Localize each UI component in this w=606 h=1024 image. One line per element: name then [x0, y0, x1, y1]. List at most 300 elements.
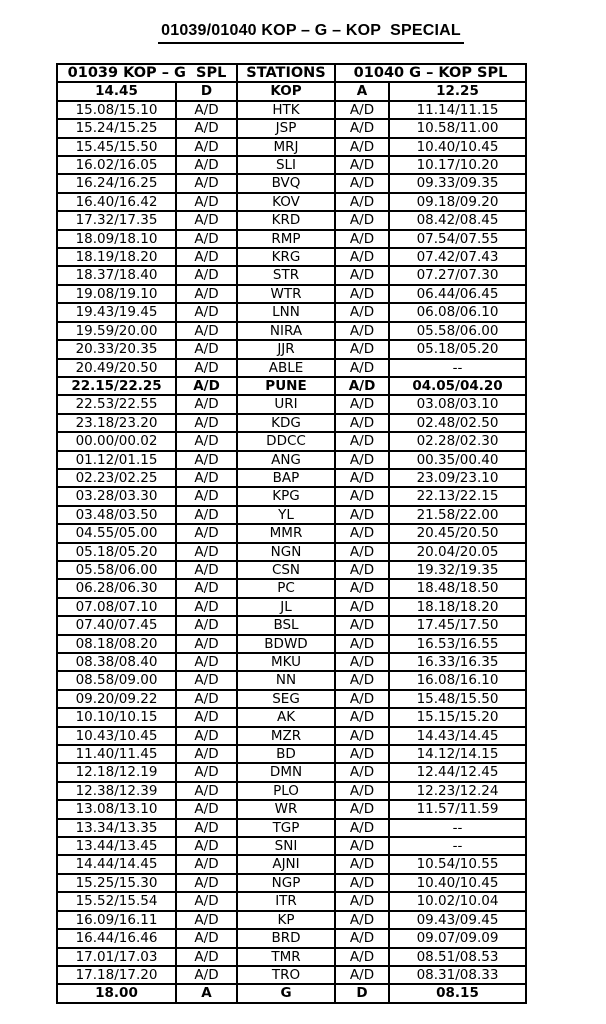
station-row	[57, 138, 526, 156]
time-up-cell: 02.28/02.30	[389, 432, 526, 450]
station-row	[57, 782, 526, 800]
station-code-cell: BVQ	[237, 174, 335, 192]
ad-down-cell: A/D	[176, 193, 237, 211]
station-code-cell: JL	[237, 598, 335, 616]
time-down-cell: 16.44/16.46	[57, 929, 176, 947]
station-row	[57, 119, 526, 137]
time-up-cell: 11.14/11.15	[389, 101, 526, 119]
time-up-cell: 16.33/16.35	[389, 653, 526, 671]
time-up-cell: 12.44/12.45	[389, 763, 526, 781]
time-up-cell: 10.02/10.04	[389, 892, 526, 910]
station-code-cell: BRD	[237, 929, 335, 947]
ad-down-cell: A/D	[176, 138, 237, 156]
ad-up-cell: A/D	[335, 892, 389, 910]
time-up-cell: 16.08/16.10	[389, 671, 526, 689]
time-down-cell: 20.33/20.35	[57, 340, 176, 358]
station-code-cell: JSP	[237, 119, 335, 137]
time-up-cell: 08.31/08.33	[389, 966, 526, 984]
ad-down-cell: A/D	[176, 690, 237, 708]
ad-down-cell: A/D	[176, 395, 237, 413]
station-row	[57, 966, 526, 984]
ad-up-cell: A/D	[335, 598, 389, 616]
station-row	[57, 248, 526, 266]
time-up-cell: 03.08/03.10	[389, 395, 526, 413]
up-train-header: 01040 G – KOP SPL	[335, 64, 526, 82]
station-code-cell: KOV	[237, 193, 335, 211]
time-up-cell: 02.48/02.50	[389, 414, 526, 432]
station-code-cell: TMR	[237, 948, 335, 966]
time-down-cell: 05.58/06.00	[57, 561, 176, 579]
time-down-cell: 11.40/11.45	[57, 745, 176, 763]
station-code-cell: BD	[237, 745, 335, 763]
station-row	[57, 561, 526, 579]
ad-up-cell: A/D	[335, 763, 389, 781]
terminus-dep-label: D	[335, 984, 389, 1002]
time-down-cell: 18.09/18.10	[57, 230, 176, 248]
ad-down-cell: A/D	[176, 598, 237, 616]
station-code-cell: ANG	[237, 451, 335, 469]
station-row	[57, 359, 526, 377]
station-code-cell: MZR	[237, 727, 335, 745]
ad-down-cell: A/D	[176, 837, 237, 855]
station-row	[57, 598, 526, 616]
station-row	[57, 451, 526, 469]
time-down-cell: 16.40/16.42	[57, 193, 176, 211]
time-up-cell: 00.35/00.40	[389, 451, 526, 469]
station-code-cell: KDG	[237, 414, 335, 432]
ad-up-cell: A/D	[335, 174, 389, 192]
time-down-cell: 04.55/05.00	[57, 524, 176, 542]
station-row	[57, 266, 526, 284]
ad-up-cell: A/D	[335, 690, 389, 708]
ad-up-cell: A/D	[335, 138, 389, 156]
station-code-cell: SNI	[237, 837, 335, 855]
time-down-cell: 16.24/16.25	[57, 174, 176, 192]
station-row	[57, 837, 526, 855]
station-row	[57, 524, 526, 542]
ad-up-cell: A/D	[335, 635, 389, 653]
ad-up-cell: A/D	[335, 193, 389, 211]
ad-up-cell: A/D	[335, 727, 389, 745]
station-row	[57, 616, 526, 634]
ad-down-cell: A/D	[176, 727, 237, 745]
time-up-cell: 07.27/07.30	[389, 266, 526, 284]
station-row	[57, 653, 526, 671]
ad-down-cell: A/D	[176, 543, 237, 561]
terminus-time-down: 18.00	[57, 984, 176, 1002]
station-code-cell: ITR	[237, 892, 335, 910]
ad-down-cell: A/D	[176, 616, 237, 634]
ad-down-cell: A/D	[176, 377, 237, 395]
ad-down-cell: A/D	[176, 156, 237, 174]
ad-down-cell: A/D	[176, 303, 237, 321]
station-row	[57, 671, 526, 689]
ad-up-cell: A/D	[335, 101, 389, 119]
ad-down-cell: A/D	[176, 800, 237, 818]
time-down-cell: 13.44/13.45	[57, 837, 176, 855]
station-row	[57, 230, 526, 248]
time-down-cell: 09.20/09.22	[57, 690, 176, 708]
station-row	[57, 745, 526, 763]
time-up-cell: 09.18/09.20	[389, 193, 526, 211]
time-up-cell: 10.17/10.20	[389, 156, 526, 174]
time-up-cell: 14.43/14.45	[389, 727, 526, 745]
ad-up-cell: A/D	[335, 414, 389, 432]
ad-up-cell: A/D	[335, 579, 389, 597]
terminus-arr-label: A	[176, 984, 237, 1002]
time-up-cell: 17.45/17.50	[389, 616, 526, 634]
time-up-cell: 15.48/15.50	[389, 690, 526, 708]
ad-down-cell: A/D	[176, 487, 237, 505]
down-train-header: 01039 KOP – G SPL	[57, 64, 237, 82]
ad-up-cell: A/D	[335, 340, 389, 358]
page-title-text: 01039/01040 KOP – G – KOP SPECIAL	[158, 22, 464, 44]
ad-up-cell: A/D	[335, 543, 389, 561]
station-code-cell: DMN	[237, 763, 335, 781]
station-row	[57, 156, 526, 174]
station-code-cell: KP	[237, 911, 335, 929]
station-code-cell: BSL	[237, 616, 335, 634]
ad-up-cell: A/D	[335, 303, 389, 321]
time-down-cell: 05.18/05.20	[57, 543, 176, 561]
ad-down-cell: A/D	[176, 653, 237, 671]
time-up-cell: 16.53/16.55	[389, 635, 526, 653]
station-row	[57, 708, 526, 726]
ad-up-cell: A/D	[335, 837, 389, 855]
ad-down-cell: A/D	[176, 230, 237, 248]
time-down-cell: 10.10/10.15	[57, 708, 176, 726]
ad-down-cell: A/D	[176, 966, 237, 984]
ad-down-cell: A/D	[176, 819, 237, 837]
origin-dep-label: D	[176, 82, 237, 100]
time-down-cell: 19.59/20.00	[57, 322, 176, 340]
ad-down-cell: A/D	[176, 579, 237, 597]
station-row	[57, 101, 526, 119]
time-down-cell: 18.37/18.40	[57, 266, 176, 284]
station-code-cell: SLI	[237, 156, 335, 174]
time-up-cell: 10.58/11.00	[389, 119, 526, 137]
station-row	[57, 395, 526, 413]
time-up-cell: 19.32/19.35	[389, 561, 526, 579]
time-down-cell: 15.52/15.54	[57, 892, 176, 910]
time-up-cell: 20.45/20.50	[389, 524, 526, 542]
ad-up-cell: A/D	[335, 285, 389, 303]
time-down-cell: 13.34/13.35	[57, 819, 176, 837]
time-down-cell: 01.12/01.15	[57, 451, 176, 469]
ad-down-cell: A/D	[176, 322, 237, 340]
ad-up-cell: A/D	[335, 745, 389, 763]
station-row	[57, 211, 526, 229]
ad-down-cell: A/D	[176, 359, 237, 377]
ad-down-cell: A/D	[176, 671, 237, 689]
time-down-cell: 22.15/22.25	[57, 377, 176, 395]
station-code-cell: WR	[237, 800, 335, 818]
ad-down-cell: A/D	[176, 211, 237, 229]
ad-down-cell: A/D	[176, 745, 237, 763]
station-code-cell: PC	[237, 579, 335, 597]
station-row	[57, 414, 526, 432]
station-code-cell: CSN	[237, 561, 335, 579]
station-row	[57, 506, 526, 524]
ad-down-cell: A/D	[176, 414, 237, 432]
time-up-cell: 10.40/10.45	[389, 138, 526, 156]
ad-up-cell: A/D	[335, 487, 389, 505]
ad-up-cell: A/D	[335, 948, 389, 966]
station-row	[57, 948, 526, 966]
time-down-cell: 17.01/17.03	[57, 948, 176, 966]
stations-header: STATIONS	[237, 64, 335, 82]
ad-up-cell: A/D	[335, 248, 389, 266]
time-up-cell: 07.54/07.55	[389, 230, 526, 248]
station-code-cell: LNN	[237, 303, 335, 321]
time-down-cell: 12.38/12.39	[57, 782, 176, 800]
station-code-cell: MKU	[237, 653, 335, 671]
station-row	[57, 487, 526, 505]
station-row	[57, 874, 526, 892]
ad-down-cell: A/D	[176, 340, 237, 358]
ad-up-cell: A/D	[335, 359, 389, 377]
ad-down-cell: A/D	[176, 948, 237, 966]
time-down-cell: 15.08/15.10	[57, 101, 176, 119]
time-up-cell: 12.23/12.24	[389, 782, 526, 800]
station-code-cell: ABLE	[237, 359, 335, 377]
time-up-cell: 11.57/11.59	[389, 800, 526, 818]
time-up-cell: 05.18/05.20	[389, 340, 526, 358]
station-code-cell: PLO	[237, 782, 335, 800]
time-up-cell: 08.42/08.45	[389, 211, 526, 229]
station-row	[57, 690, 526, 708]
station-code-cell: MMR	[237, 524, 335, 542]
ad-up-cell: A/D	[335, 524, 389, 542]
ad-up-cell: A/D	[335, 653, 389, 671]
station-row	[57, 911, 526, 929]
ad-down-cell: A/D	[176, 248, 237, 266]
station-row	[57, 635, 526, 653]
station-code-cell: NGP	[237, 874, 335, 892]
time-down-cell: 18.19/18.20	[57, 248, 176, 266]
time-down-cell: 07.08/07.10	[57, 598, 176, 616]
ad-down-cell: A/D	[176, 782, 237, 800]
ad-down-cell: A/D	[176, 855, 237, 873]
station-row	[57, 340, 526, 358]
time-down-cell: 15.25/15.30	[57, 874, 176, 892]
ad-up-cell: A/D	[335, 395, 389, 413]
terminus-time-up: 08.15	[389, 984, 526, 1002]
time-down-cell: 08.58/09.00	[57, 671, 176, 689]
time-down-cell: 08.18/08.20	[57, 635, 176, 653]
station-code-cell: STR	[237, 266, 335, 284]
station-row	[57, 193, 526, 211]
time-down-cell: 16.09/16.11	[57, 911, 176, 929]
ad-up-cell: A/D	[335, 506, 389, 524]
ad-down-cell: A/D	[176, 911, 237, 929]
ad-up-cell: A/D	[335, 561, 389, 579]
station-row	[57, 174, 526, 192]
ad-down-cell: A/D	[176, 469, 237, 487]
origin-time-up: 12.25	[389, 82, 526, 100]
time-up-cell: 06.08/06.10	[389, 303, 526, 321]
time-down-cell: 15.24/15.25	[57, 119, 176, 137]
time-down-cell: 14.44/14.45	[57, 855, 176, 873]
time-up-cell: 07.42/07.43	[389, 248, 526, 266]
page-title	[0, 20, 606, 44]
station-code-cell: NN	[237, 671, 335, 689]
terminus-station-code: G	[237, 984, 335, 1002]
time-up-cell: 09.43/09.45	[389, 911, 526, 929]
time-up-cell: 10.40/10.45	[389, 874, 526, 892]
time-up-cell: --	[389, 837, 526, 855]
time-down-cell: 03.28/03.30	[57, 487, 176, 505]
ad-down-cell: A/D	[176, 929, 237, 947]
ad-up-cell: A/D	[335, 156, 389, 174]
ad-up-cell: A/D	[335, 671, 389, 689]
time-down-cell: 22.53/22.55	[57, 395, 176, 413]
time-up-cell: 21.58/22.00	[389, 506, 526, 524]
station-row	[57, 579, 526, 597]
station-row	[57, 432, 526, 450]
ad-up-cell: A/D	[335, 874, 389, 892]
station-code-cell: URI	[237, 395, 335, 413]
ad-up-cell: A/D	[335, 469, 389, 487]
station-code-cell: AK	[237, 708, 335, 726]
time-down-cell: 17.18/17.20	[57, 966, 176, 984]
station-code-cell: DDCC	[237, 432, 335, 450]
time-down-cell: 03.48/03.50	[57, 506, 176, 524]
station-code-cell: JJR	[237, 340, 335, 358]
time-up-cell: 14.12/14.15	[389, 745, 526, 763]
origin-time-down: 14.45	[57, 82, 176, 100]
station-code-cell: KRD	[237, 211, 335, 229]
station-code-cell: SEG	[237, 690, 335, 708]
time-up-cell: 09.33/09.35	[389, 174, 526, 192]
ad-down-cell: A/D	[176, 451, 237, 469]
ad-up-cell: A/D	[335, 708, 389, 726]
train-header-row	[57, 64, 526, 82]
station-row	[57, 727, 526, 745]
ad-up-cell: A/D	[335, 451, 389, 469]
time-down-cell: 10.43/10.45	[57, 727, 176, 745]
ad-up-cell: A/D	[335, 929, 389, 947]
ad-up-cell: A/D	[335, 782, 389, 800]
ad-up-cell: A/D	[335, 322, 389, 340]
ad-up-cell: A/D	[335, 819, 389, 837]
station-row	[57, 285, 526, 303]
time-down-cell: 12.18/12.19	[57, 763, 176, 781]
ad-up-cell: A/D	[335, 855, 389, 873]
station-code-cell: KPG	[237, 487, 335, 505]
ad-down-cell: A/D	[176, 524, 237, 542]
time-up-cell: 18.48/18.50	[389, 579, 526, 597]
ad-up-cell: A/D	[335, 616, 389, 634]
time-up-cell: 10.54/10.55	[389, 855, 526, 873]
station-code-cell: PUNE	[237, 377, 335, 395]
time-up-cell: 15.15/15.20	[389, 708, 526, 726]
ad-down-cell: A/D	[176, 892, 237, 910]
station-code-cell: AJNI	[237, 855, 335, 873]
station-code-cell: BDWD	[237, 635, 335, 653]
time-down-cell: 02.23/02.25	[57, 469, 176, 487]
station-code-cell: NGN	[237, 543, 335, 561]
ad-up-cell: A/D	[335, 230, 389, 248]
ad-down-cell: A/D	[176, 561, 237, 579]
station-row	[57, 892, 526, 910]
timetable	[56, 63, 527, 1004]
ad-down-cell: A/D	[176, 174, 237, 192]
time-down-cell: 13.08/13.10	[57, 800, 176, 818]
station-row	[57, 543, 526, 561]
time-down-cell: 19.43/19.45	[57, 303, 176, 321]
time-up-cell: 22.13/22.15	[389, 487, 526, 505]
ad-down-cell: A/D	[176, 635, 237, 653]
station-code-cell: MRJ	[237, 138, 335, 156]
ad-down-cell: A/D	[176, 432, 237, 450]
station-code-cell: WTR	[237, 285, 335, 303]
station-code-cell: RMP	[237, 230, 335, 248]
terminus-row	[57, 984, 526, 1002]
station-row	[57, 929, 526, 947]
timetable-body	[57, 101, 526, 985]
time-down-cell: 16.02/16.05	[57, 156, 176, 174]
ad-up-cell: A/D	[335, 119, 389, 137]
station-code-cell: BAP	[237, 469, 335, 487]
ad-up-cell: A/D	[335, 211, 389, 229]
time-down-cell: 20.49/20.50	[57, 359, 176, 377]
time-up-cell: --	[389, 819, 526, 837]
ad-down-cell: A/D	[176, 506, 237, 524]
time-up-cell: 06.44/06.45	[389, 285, 526, 303]
station-row	[57, 763, 526, 781]
station-row	[57, 800, 526, 818]
station-code-cell: KRG	[237, 248, 335, 266]
ad-up-cell: A/D	[335, 911, 389, 929]
time-up-cell: 23.09/23.10	[389, 469, 526, 487]
station-row	[57, 819, 526, 837]
ad-down-cell: A/D	[176, 708, 237, 726]
time-down-cell: 08.38/08.40	[57, 653, 176, 671]
origin-station-code: KOP	[237, 82, 335, 100]
station-row	[57, 855, 526, 873]
ad-down-cell: A/D	[176, 101, 237, 119]
time-down-cell: 06.28/06.30	[57, 579, 176, 597]
station-code-cell: NIRA	[237, 322, 335, 340]
time-up-cell: --	[389, 359, 526, 377]
ad-up-cell: A/D	[335, 800, 389, 818]
station-row	[57, 469, 526, 487]
time-down-cell: 23.18/23.20	[57, 414, 176, 432]
station-row	[57, 377, 526, 395]
station-code-cell: HTK	[237, 101, 335, 119]
time-up-cell: 09.07/09.09	[389, 929, 526, 947]
ad-up-cell: A/D	[335, 377, 389, 395]
station-code-cell: YL	[237, 506, 335, 524]
time-up-cell: 18.18/18.20	[389, 598, 526, 616]
station-row	[57, 303, 526, 321]
time-up-cell: 05.58/06.00	[389, 322, 526, 340]
origin-arr-label: A	[335, 82, 389, 100]
time-down-cell: 15.45/15.50	[57, 138, 176, 156]
ad-up-cell: A/D	[335, 432, 389, 450]
time-up-cell: 20.04/20.05	[389, 543, 526, 561]
time-down-cell: 07.40/07.45	[57, 616, 176, 634]
ad-up-cell: A/D	[335, 266, 389, 284]
time-down-cell: 17.32/17.35	[57, 211, 176, 229]
station-row	[57, 322, 526, 340]
station-code-cell: TRO	[237, 966, 335, 984]
ad-down-cell: A/D	[176, 266, 237, 284]
ad-down-cell: A/D	[176, 763, 237, 781]
ad-up-cell: A/D	[335, 966, 389, 984]
time-up-cell: 08.51/08.53	[389, 948, 526, 966]
